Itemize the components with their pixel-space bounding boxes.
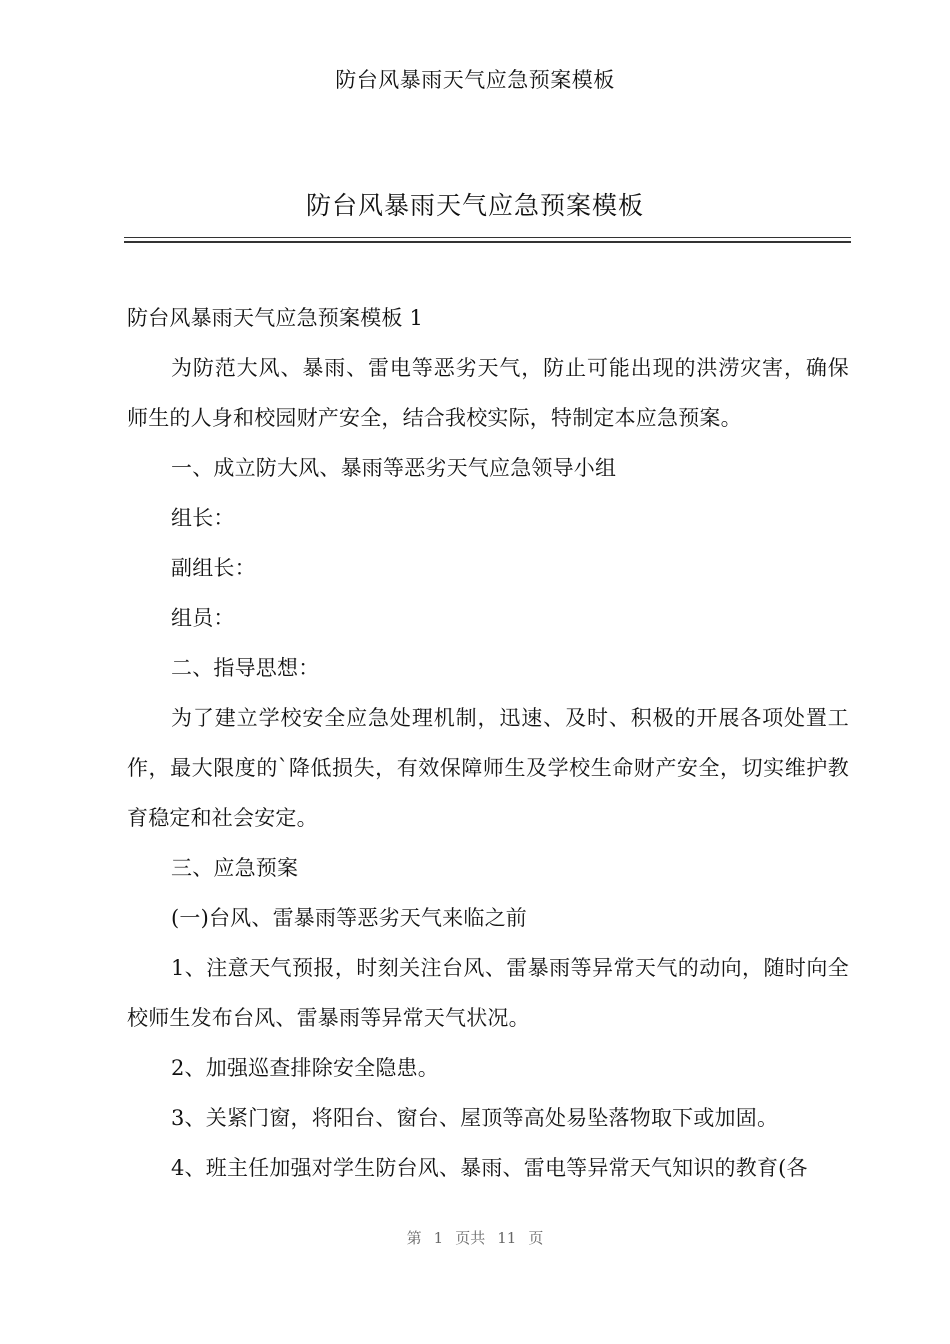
paragraph: 为了建立学校安全应急处理机制，迅速、及时、积极的开展各项处置工作，最大限度的`降低损失，有效保障师生及学校生命财产安全，切实维护教育稳定和社会安定。 (127, 706, 849, 830)
paragraph: 3、关紧门窗，将阳台、窗台、屋顶等高处易坠落物取下或加固。 (171, 1106, 779, 1130)
running-header: 防台风暴雨天气应急预案模板 (335, 68, 615, 92)
paragraph: 1、注意天气预报，时刻关注台风、雷暴雨等异常天气的动向，随时向全校师生发布台风、雷暴雨等异常天气状况。 (127, 956, 849, 1030)
paragraph: 副组长： (171, 556, 256, 580)
page-footer (0, 1227, 950, 1248)
total-pages-number: 11 (497, 1229, 517, 1247)
paragraph: 4、班主任加强对学生防台风、暴雨、雷电等异常天气知识的教育(各 (171, 1156, 808, 1180)
paragraph: (一)台风、雷暴雨等恶劣天气来临之前 (171, 906, 527, 930)
paragraph: 三、应急预案 (171, 856, 299, 880)
paragraph: 组员： (171, 606, 235, 630)
footer-middle: 页共 (455, 1229, 486, 1247)
title-divider (124, 237, 851, 243)
document-title: 防台风暴雨天气应急预案模板 (305, 191, 644, 220)
paragraph: 二、指导思想： (171, 656, 320, 680)
document-body (127, 293, 849, 1193)
footer-prefix: 第 (406, 1229, 422, 1247)
paragraph: 为防范大风、暴雨、雷电等恶劣天气，防止可能出现的洪涝灾害，确保师生的人身和校园财产安全，结合我校实际，特制定本应急预案。 (127, 356, 849, 430)
current-page-number: 1 (433, 1229, 444, 1247)
footer-suffix: 页 (528, 1229, 544, 1247)
paragraph: 一、成立防大风、暴雨等恶劣天气应急领导小组 (171, 456, 617, 480)
paragraph: 组长： (171, 506, 235, 530)
section-heading: 防台风暴雨天气应急预案模板 1 (127, 306, 424, 330)
paragraph: 2、加强巡查排除安全隐患。 (171, 1056, 439, 1080)
